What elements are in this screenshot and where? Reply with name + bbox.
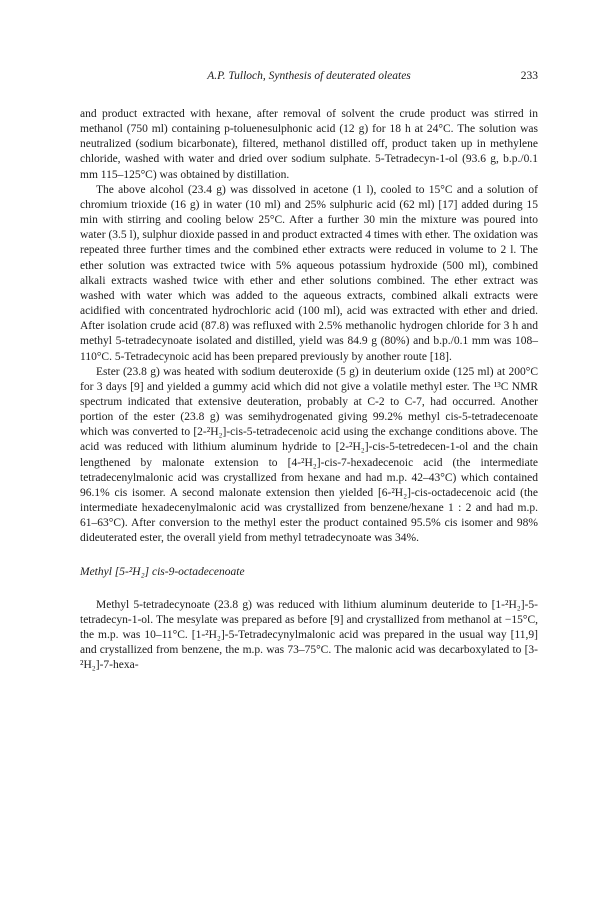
section-heading: Methyl [5-²H₂] cis-9-octadecenoate <box>80 565 245 578</box>
page-number: 233 <box>520 70 538 82</box>
body-text <box>80 107 538 673</box>
paragraph-ester-deuteration: Ester (23.8 g) was heated with sodium deuteroxide (5 g) in deuterium oxide (125 ml) at 200°C for 3 days [9] and yielded a gummy acid which did not give a volatile methyl ester. The ¹³C NMR spectrum indicated that extensive deuteration, probably at C-2 to C-7, had occurred. Another portion of the ester (23.8 g) was semihydrogenated giving 99.2% methyl cis-5-tetradecenoate which was converted to [2-²H₂]-cis-5-tetradecenoic acid using the exchange conditions above. The acid was reduced with lithium aluminum hydride to [2-²H₂]-cis-5-tetredecen-1-ol and the chain lengthened by malonate extension to [4-²H₂]-cis-7-hexadecenoic acid (the intermediate tetradecenylmalonic acid was crystallized from hexane and had m.p. 42–43°C) which contained 96.1% cis isomer. A second malonate extension then yielded [6-²H₂]-cis-octadecenoic acid (the intermediate hexadecenylmalonic acid was crystallized from benzene/hexane 1 : 2 and had m.p. 61–63°C). After conversion to the methyl ester the product contained 95.5% cis isomer and 98% dideuterated ester, the overall yield from methyl tetradecynoate was 34%. <box>80 365 538 545</box>
running-head <box>80 70 538 90</box>
paragraph-continuation: and product extracted with hexane, after removal of solvent the crude product was stirred in methanol (750 ml) containing p-toluenesulphonic acid (12 g) for 18 h at 24°C. The solution was neutralized (sodium bicarbonate), filtered, methanol distilled off, product taken up in methylene chloride, washed with water and dried over sodium sulphate. 5-Tetradecyn-1-ol (93.6 g, b.p./0.1 mm 115–125°C) was obtained by distillation. <box>80 108 538 181</box>
page <box>80 70 538 673</box>
paragraph-section-body: Methyl 5-tetradecynoate (23.8 g) was reduced with lithium aluminum deuteride to [1-²H₂]-5-tetradecyn-1-ol. The mesylate was prepared as before [9] and crystallized from methanol at −15°C, the m.p. was 10–11°C. [1-²H₂]-5-Tetradecynylmalonic acid was prepared in the usual way [11,9] and crystallized from benzene, the m.p. was 73–75°C. The malonic acid was decarboxylated to [3-²H₂]-7-hexa- <box>80 598 538 672</box>
paragraph-oxidation: The above alcohol (23.4 g) was dissolved in acetone (1 l), cooled to 15°C and a solution of chromium trioxide (16 g) in water (10 ml) and 25% sulphuric acid (62 ml) [17] added during 15 min with stirring and cooling below 25°C. After a further 30 min the mixture was poured into water (3.5 l), sulphur dioxide passed in and product extracted 4 times with ether. The oxidation was repeated three further times and the combined ether extracts were reduced in volume to 2 l. The ether solution was extracted twice with 5% aqueous potassium hydroxide (500 ml), combined alkali extracts washed twice with ether and ether solutions combined. The ether extract was washed with water which was added to the aqueous extracts, combined alkali extracts were acidified with concentrated hydrochloric acid (100 ml), acid was extracted with ether and dried. After isolation crude acid (87.8) was refluxed with 2.5% methanolic hydrogen chloride for 3 h and methyl 5-tetradecynoate isolated and distilled, yield was 84.9 g (80%) and b.p./0.1 mm was 108–110°C. 5-Tetradecynoic acid has been prepared previously by another route [18]. <box>80 183 538 363</box>
running-title: A.P. Tulloch, Synthesis of deuterated oleates <box>207 70 411 82</box>
